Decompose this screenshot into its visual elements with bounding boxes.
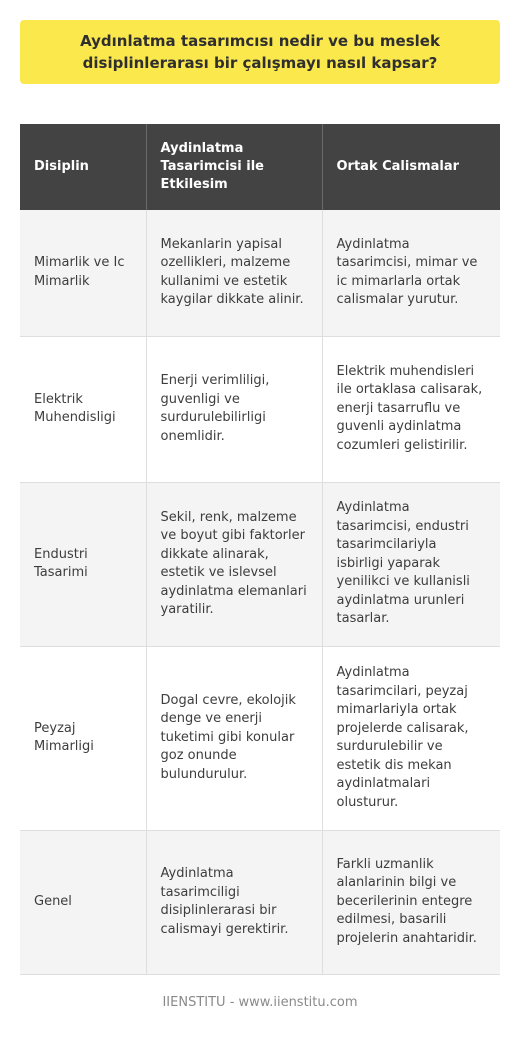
page-title: Aydınlatma tasarımcısı nedir ve bu meslek disiplinlerarası bir çalışmayı nasıl kapsar? xyxy=(20,20,500,84)
cell-interaction: Dogal cevre, ekolojik denge ve enerji tuketimi gibi konular goz onunde bulundurulur. xyxy=(146,646,322,830)
cell-interaction: Aydinlatma tasarimciligi disiplinlerarasi bir calismayi gerektirir. xyxy=(146,830,322,974)
cell-interaction: Mekanlarin yapisal ozellikleri, malzeme kullanimi ve estetik kaygilar dikkate alinir. xyxy=(146,210,322,336)
footer-credit: IIENSTITU - www.iienstitu.com xyxy=(162,995,358,1010)
cell-collaboration: Elektrik muhendisleri ile ortaklasa calisarak, enerji tasarruflu ve guvenli aydinlatma cozumleri gelistirilir. xyxy=(322,336,500,482)
cell-discipline: Mimarlik ve Ic Mimarlik xyxy=(20,210,146,336)
cell-collaboration: Farkli uzmanlik alanlarinin bilgi ve becerilerinin entegre edilmesi, basarili projelerin anahtaridir. xyxy=(322,830,500,974)
cell-interaction: Sekil, renk, malzeme ve boyut gibi faktorler dikkate alinarak, estetik ve islevsel aydinlatma elemanlari yaratilir. xyxy=(146,482,322,646)
cell-discipline: Genel xyxy=(20,830,146,974)
table-row xyxy=(20,210,500,336)
cell-collaboration: Aydinlatma tasarimcisi, mimar ve ic mimarlarla ortak calismalar yurutur. xyxy=(322,210,500,336)
table-row xyxy=(20,646,500,830)
table-row xyxy=(20,830,500,974)
cell-collaboration: Aydinlatma tasarimcilari, peyzaj mimarlariyla ortak projelerde calisarak, surdurulebilir ve estetik dis mekan aydinlatmalari olusturur. xyxy=(322,646,500,830)
table-row xyxy=(20,482,500,646)
table-header-row xyxy=(20,124,500,210)
cell-discipline: Endustri Tasarimi xyxy=(20,482,146,646)
header-interaction: Aydinlatma Tasarimcisi ile Etkilesim xyxy=(146,124,322,210)
cell-collaboration: Aydinlatma tasarimcisi, endustri tasarimcilariyla isbirligi yaparak yenilikci ve kullanisli aydinlatma urunleri tasarlar. xyxy=(322,482,500,646)
header-discipline: Disiplin xyxy=(20,124,146,210)
header-collaboration: Ortak Calismalar xyxy=(322,124,500,210)
table-row xyxy=(20,336,500,482)
comparison-table xyxy=(20,124,500,975)
cell-discipline: Elektrik Muhendisligi xyxy=(20,336,146,482)
cell-interaction: Enerji verimliligi, guvenligi ve surdurulebilirligi onemlidir. xyxy=(146,336,322,482)
cell-discipline: Peyzaj Mimarligi xyxy=(20,646,146,830)
